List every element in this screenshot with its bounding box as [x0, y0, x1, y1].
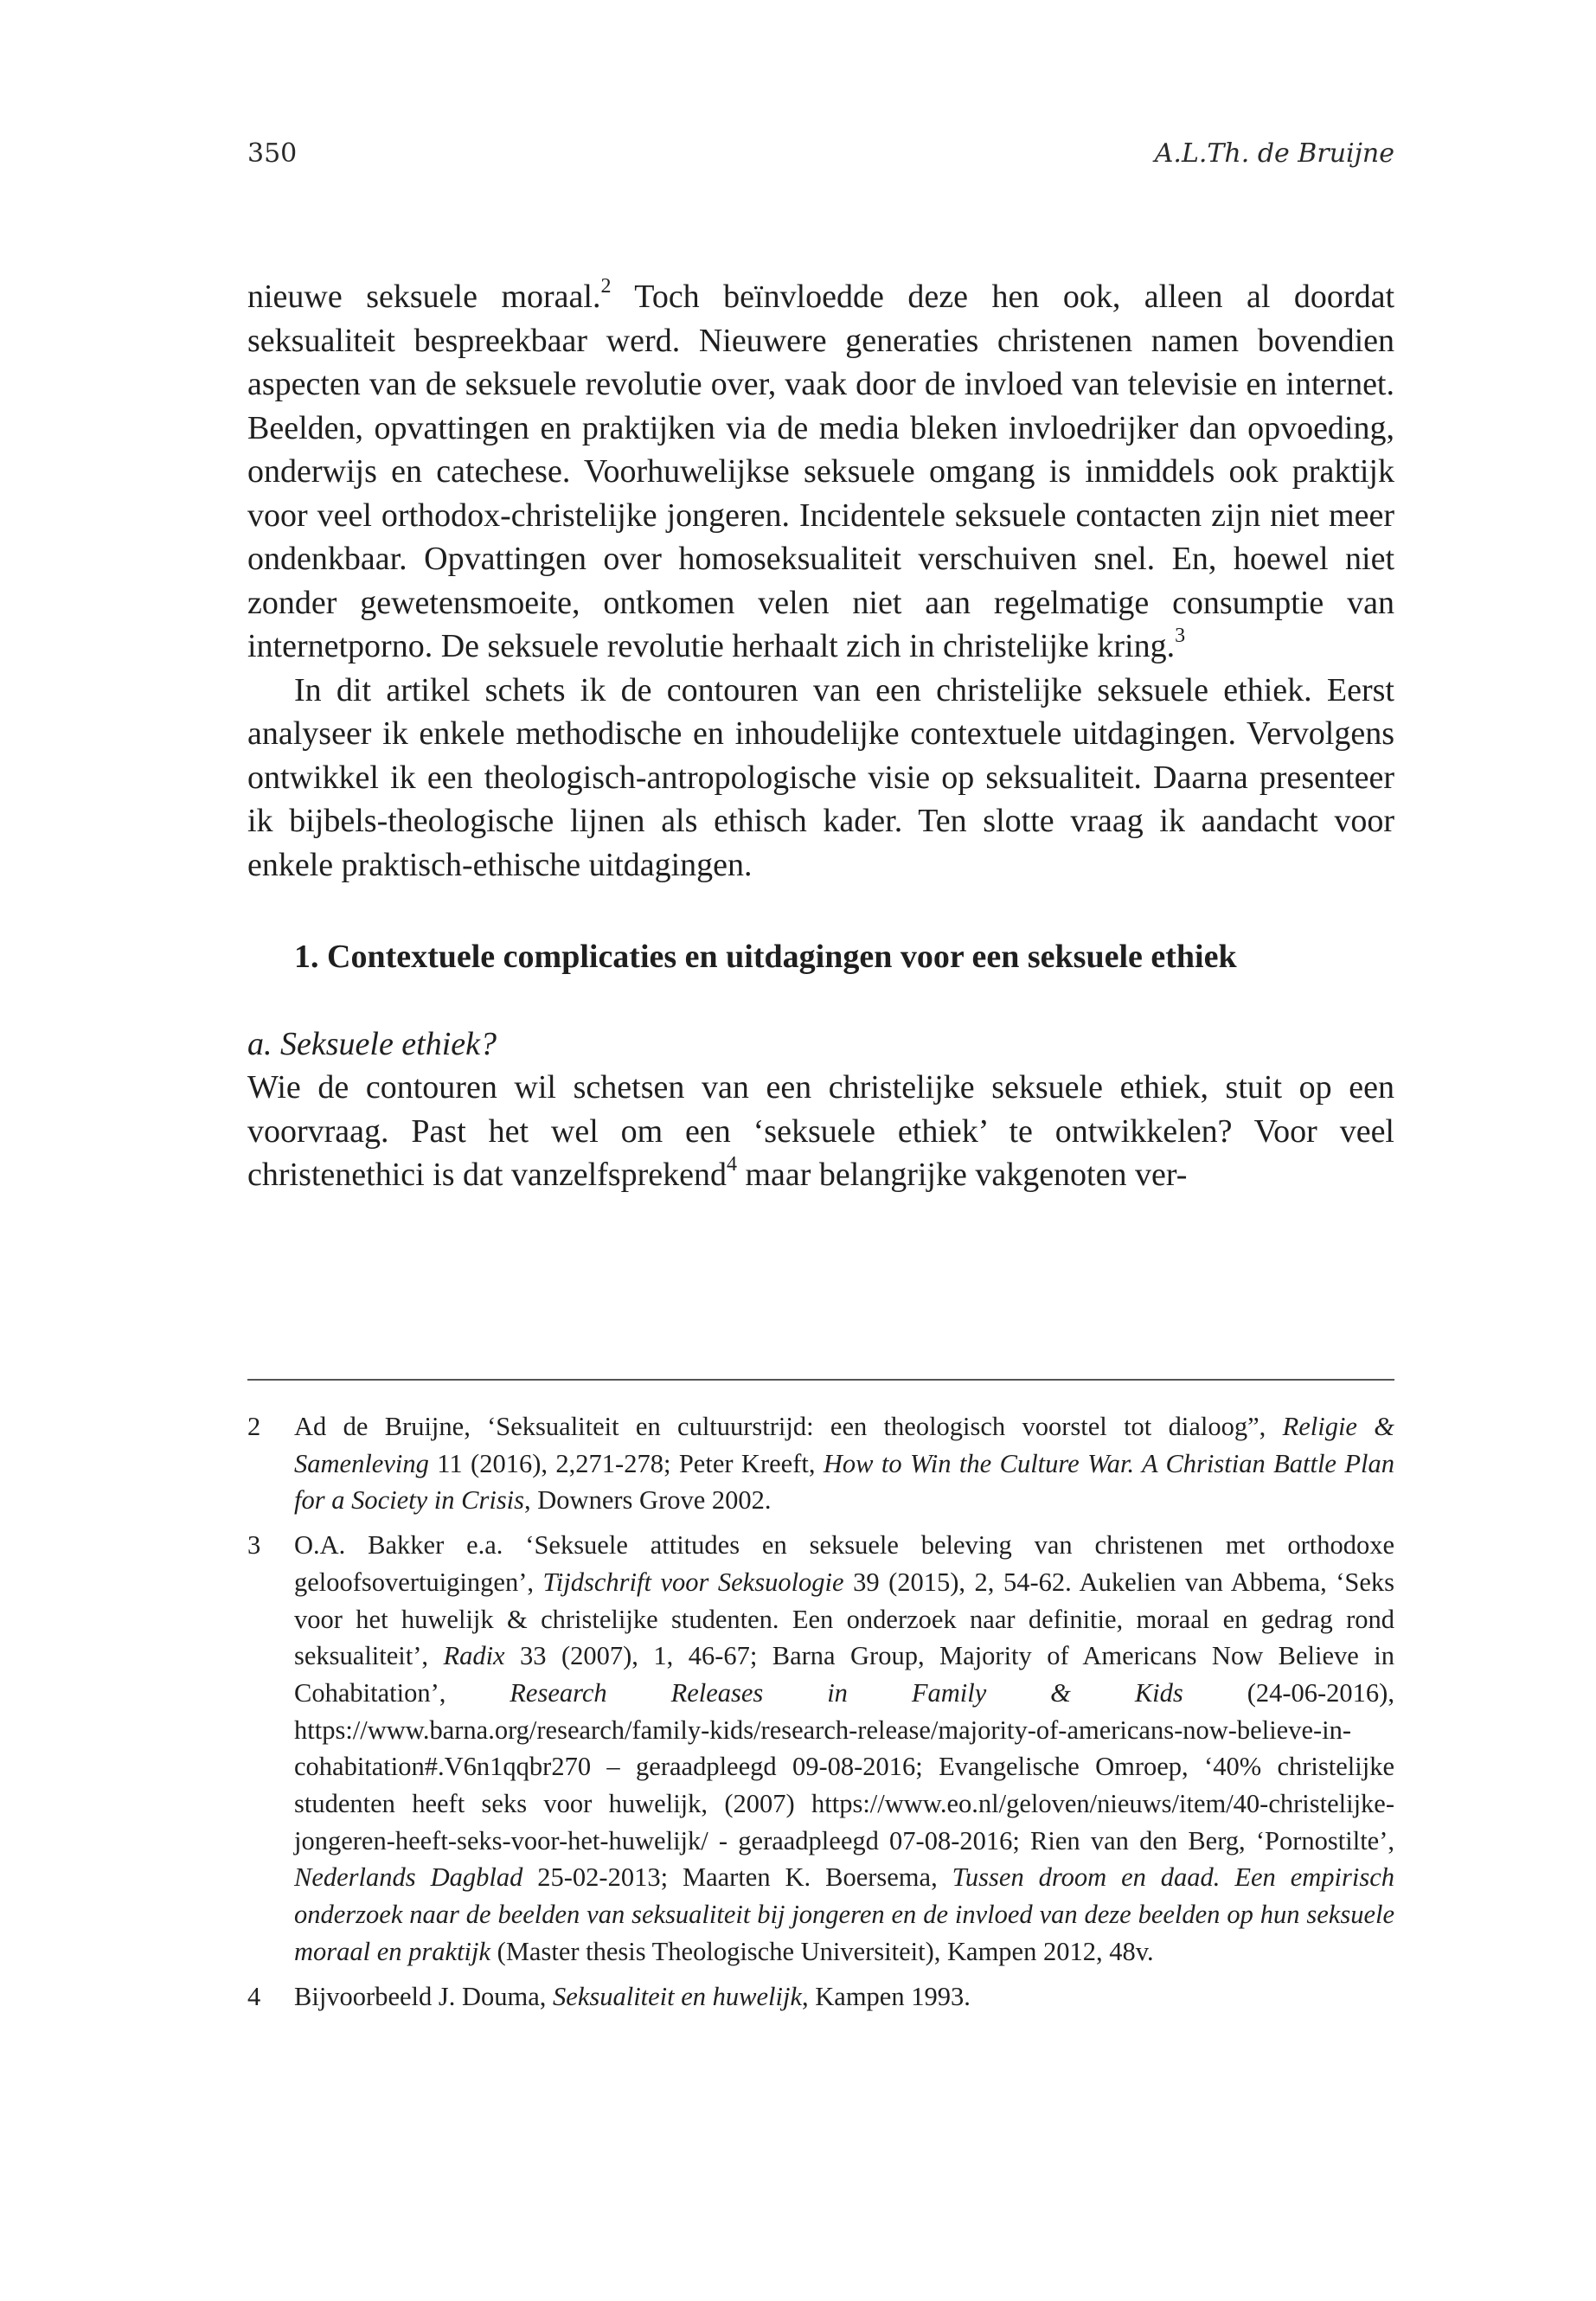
paragraph-2: In dit artikel schets ik de contouren van een christelijke seksuele ethiek. Eerst analyseer ik enkele methodische en inhoudelijke contextuele uitdagingen. Vervolgens ontwikkel ik een theologisch-antropologische visie op seksualiteit. Daarna presenteer ik bijbels-theologische lijnen als ethisch kader. Ten slotte vraag ik aandacht voor enkele praktisch-ethische uitdagingen.	[247, 671, 1394, 883]
footnote-title: Seksualiteit en huwelijk	[553, 1981, 803, 2011]
paragraph-3-text-a: Wie de contouren wil schetsen van een christelijke seksuele ethiek, stuit op een voorvraag. Past het wel om een ‘seksuele ethiek’ te ontwikkelen? Voor veel christenethici is dat vanzelfsprekend	[247, 1069, 1394, 1193]
paragraph-1-text-b: Toch beïnvloedde deze hen ook, alleen al doordat seksualiteit bespreekbaar werd. Nieuwere generaties christenen namen bovendien aspecten van de seksuele revolutie over, vaak door de invloed van televisie en internet. Beelden, opvattingen en praktijken via de media bleken invloedrijker dan opvoeding, onderwijs en catechese. Voorhuwelijkse seksuele omgang is inmiddels ook praktijk voor veel orthodox-christelijke jongeren. Incidentele seksuele contacten zijn niet meer ondenkbaar. Opvattingen over homoseksualiteit verschuiven snel. En, hoewel niet zonder gewetensmoeite, ontkomen velen niet aan regelmatige consumptie van internetporno. De seksuele revolutie herhaalt zich in christelijke kring.	[247, 279, 1394, 664]
footnote-number: 4	[247, 1981, 261, 2011]
footnote-title: Tussen droom en daad. Een empirisch onderzoek naar de beelden van seksualiteit bij jongeren en de invloed van deze beelden op hun seksuele moraal en praktijk	[294, 1862, 1395, 1966]
footnote-ref-2: 2	[600, 275, 612, 298]
running-head-author: A.L.Th. de Bruijne	[1154, 138, 1394, 169]
paragraph-1-text-a: nieuwe seksuele moraal.	[247, 279, 601, 315]
footnote-number: 3	[247, 1530, 261, 1561]
footnote-number: 2	[247, 1412, 261, 1441]
footnote-title: Research Releases in Family & Kids	[510, 1677, 1183, 1708]
footnote-2	[247, 1408, 1394, 1519]
page-number: 350	[247, 138, 298, 169]
footnote-title: Radix	[443, 1641, 505, 1671]
footnote-text: , Kampen 1993.	[802, 1981, 971, 2011]
section-heading: 1. Contextuele complicaties en uitdagingen voor een seksuele ethiek	[294, 939, 1237, 975]
footnote-text: 11 (2016), 2,271-278; Peter Kreeft,	[428, 1448, 824, 1478]
footnote-text: (24-06-2016), https://www.barna.org/research/family-kids/research-release/majority-of-americans-now-believe-in-cohabitation#.V6n1qqbr270 – geraadpleegd 09-08-2016; Evangelische Omroep, ‘40% christelijke studenten heeft seks voor huwelijk, (2007) https://www.eo.nl/geloven/nieuws/item/40-christelijke-jongeren-heeft-seks-voor-het-huwelijk/ - geraadpleegd 07-08-2016; Rien van den Berg, ‘Pornostilte’,	[294, 1677, 1394, 1856]
footnote-ref-3: 3	[1175, 625, 1186, 648]
footnote-divider	[247, 1379, 1394, 1381]
footnote-title: How to Win the Culture War. A Christian Battle Plan for a Society in Crisis	[294, 1448, 1394, 1516]
footnote-title: Nederlands Dagblad	[294, 1862, 523, 1893]
footnote-text: 39 (2015), 2, 54-62. Aukelien van Abbema, ‘Seks voor het huwelijk & christelijke studenten. Een onderzoek naar definitie, moraal en gedrag rond seksualiteit’,	[294, 1567, 1395, 1671]
footnote-ref-4: 4	[726, 1153, 737, 1176]
footnote-text: 33 (2007), 1, 46-67; Barna Group, Majority of Americans Now Believe in Cohabitation’,	[294, 1641, 1394, 1708]
footnote-title: Tijdschrift voor Seksuologie	[542, 1567, 844, 1597]
footnote-3	[247, 1527, 1394, 1970]
main-text	[247, 275, 1394, 1197]
paragraph-3-text-b: maar belangrijke vakgenoten ver-	[736, 1157, 1188, 1193]
footnote-text: Ad de Bruijne, ‘Seksualiteit en cultuurstrijd: een theologisch voorstel tot dialoog”,	[294, 1412, 1283, 1441]
paragraph-1	[247, 275, 1394, 669]
footnote-text: (Master thesis Theologische Universiteit), Kampen 2012, 48v.	[490, 1936, 1154, 1966]
footnote-text: Bijvoorbeeld J. Douma,	[294, 1981, 554, 2011]
footnote-text: , Downers Grove 2002.	[524, 1485, 772, 1516]
footnotes	[247, 1408, 1394, 2022]
subsection-heading: a. Seksuele ethiek?	[247, 1025, 497, 1062]
footnote-title: Religie & Samenleving	[294, 1412, 1394, 1478]
footnote-4	[247, 1978, 1394, 2016]
paragraph-3	[247, 1066, 1394, 1197]
footnote-text: 25-02-2013; Maarten K. Boersema,	[522, 1862, 952, 1893]
footnote-text: O.A. Bakker e.a. ‘Seksuele attitudes en seksuele beleving van christenen met orthodoxe geloofsovertuigingen’,	[294, 1530, 1394, 1597]
